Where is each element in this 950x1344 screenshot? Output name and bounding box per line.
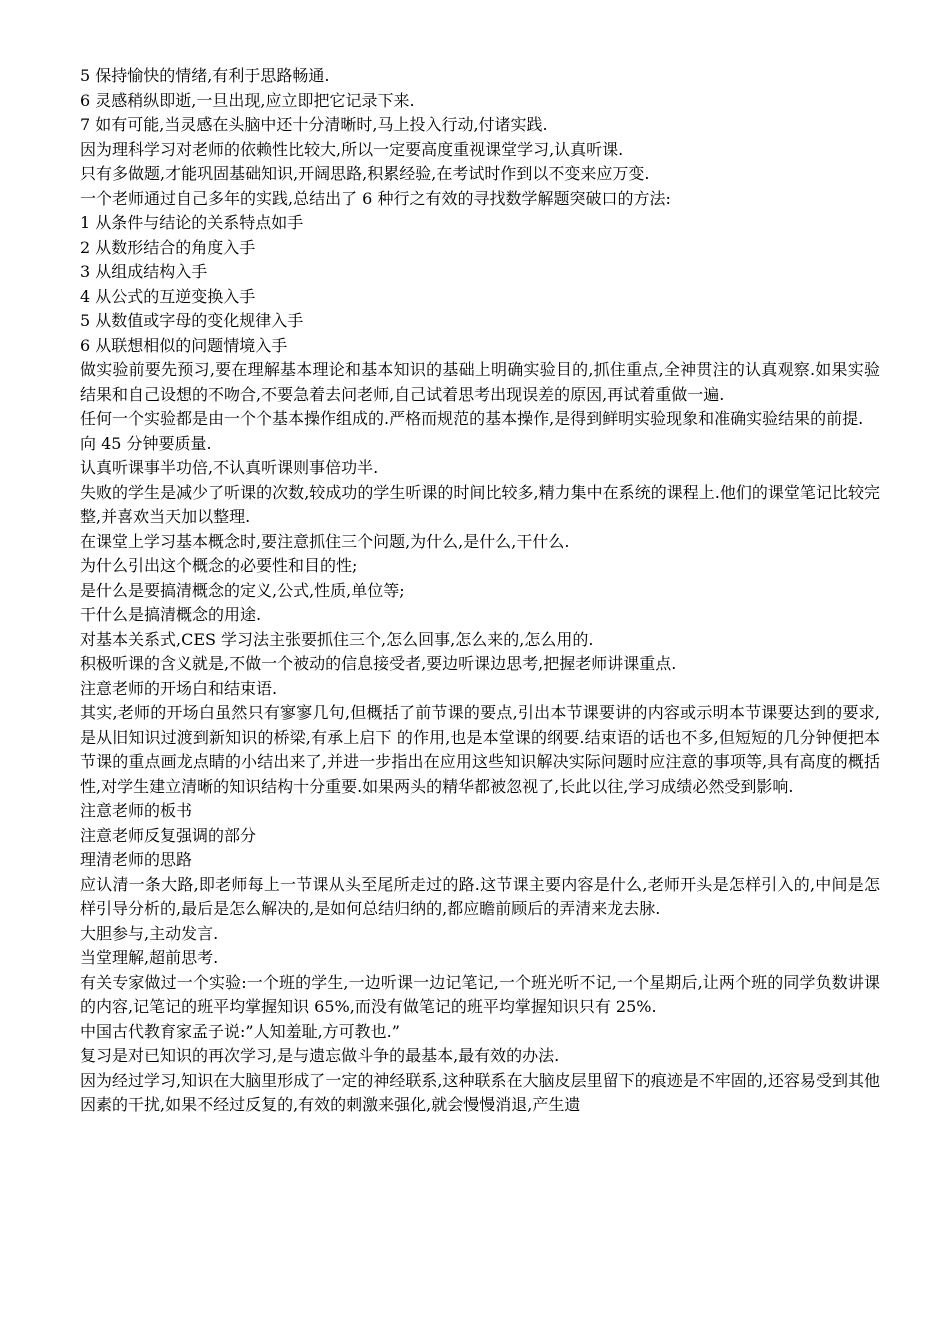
list-item-3: 3 从组成结构入手 — [80, 262, 208, 281]
list-item-4: 4 从公式的互逆变换入手 — [80, 286, 256, 306]
paragraph-14: 是什么是要搞清概念的定义,公式,性质,单位等; — [80, 580, 405, 600]
paragraph-20: 注意老师的板书 — [80, 801, 193, 820]
paragraph-12: 在课堂上学习基本概念时,要注意抓住三个问题,为什么,是什么,干什么. — [80, 531, 570, 551]
paragraph-24: 大胆参与,主动发言. — [80, 923, 219, 943]
paragraph-7: 做实验前要先预习,要在理解基本理论和基本知识的基础上明确实验目的,抓住重点,全神贯注的认真观察.如果实验结果和自己设想的不吻合,不要急着去问老师,自己试着思考出现误差的原因,再试着重做一遍. — [80, 360, 880, 404]
paragraph-25: 当堂理解,超前思考. — [80, 948, 219, 967]
paragraph-15: 干什么是搞清概念的用途. — [80, 605, 262, 624]
paragraph-18: 注意老师的开场白和结束语. — [80, 678, 278, 698]
paragraph-10: 认真听课事半功倍,不认真听课则事倍功半. — [80, 458, 379, 477]
paragraph-5: 只有多做题,才能巩固基础知识,开阔思路,积累经验,在考试时作到以不变来应万变. — [80, 164, 650, 183]
paragraph-28: 复习是对已知识的再次学习,是与遗忘做斗争的最基本,最有效的办法. — [80, 1046, 560, 1065]
paragraph-29: 因为经过学习,知识在大脑里形成了一定的神经联系,这种联系在大脑皮层里留下的痕迹是不牢固的,还容易受到其他因素的干扰,如果不经过反复的,有效的刺激来强化,就会慢慢消退,产生遗 — [80, 1070, 880, 1114]
document-body — [80, 64, 880, 1118]
paragraph-2: 6 灵感稍纵即逝,一旦出现,应立即把它记录下来. — [80, 90, 415, 110]
paragraph-26: 有关专家做过一个实验:一个班的学生,一边听课一边记笔记,一个班光听不记,一个星期后,让两个班的同学负数讲课的内容,记笔记的班平均掌握知识 65%,而没有做笔记的班平均掌握知识只有 25%. — [80, 972, 880, 1016]
paragraph-17: 积极听课的含义就是,不做一个被动的信息接受者,要边听课边思考,把握老师讲课重点. — [80, 654, 677, 673]
paragraph-16: 对基本关系式,CES 学习法主张要抓住三个,怎么回事,怎么来的,怎么用的. — [80, 629, 594, 649]
paragraph-19: 其实,老师的开场白虽然只有寥寥几句,但概括了前节课的要点,引出本节课要讲的内容或示明本节课要达到的要求,是从旧知识过渡到新知识的桥梁,有承上启下 的作用,也是本堂课的纲要.结束语的话也不多,但短短的几分钟便把本节课的重点画龙点睛的小结出来了,并进一步指出在应用这些知识解决实际问题时应注意的事项等,具有高度的概括性,对学生建立清晰的知识结构十分重要.如果两头的精华都被忽视了,长此以往,学习成绩必然受到影响. — [80, 703, 880, 796]
paragraph-4: 因为理科学习对老师的依赖性比较大,所以一定要高度重视课堂学习,认真听课. — [80, 139, 624, 159]
list-item-5: 5 从数值或字母的变化规律入手 — [80, 311, 304, 330]
paragraph-8: 任何一个实验都是由一个个基本操作组成的.严格而规范的基本操作,是得到鲜明实验现象和准确实验结果的前提. — [80, 409, 864, 428]
paragraph-23: 应认清一条大路,即老师每上一节课从头至尾所走过的路.这节课主要内容是什么,老师开头是怎样引入的,中间是怎样引导分析的,最后是怎么解决的,是如何总结归纳的,都应瞻前顾后的弄清来龙去脉. — [80, 874, 880, 918]
list-item-6: 6 从联想相似的问题情境入手 — [80, 335, 288, 355]
paragraph-3: 7 如有可能,当灵感在头脑中还十分清晰时,马上投入行动,付诸实践. — [80, 115, 548, 134]
paragraph-21: 注意老师反复强调的部分 — [80, 825, 257, 845]
paragraph-13: 为什么引出这个概念的必要性和目的性; — [80, 556, 358, 575]
paragraph-1: 5 保持愉快的情绪,有利于思路畅通. — [80, 66, 330, 85]
list-item-2: 2 从数形结合的角度入手 — [80, 237, 256, 257]
list-item-1: 1 从条件与结论的关系特点如手 — [80, 213, 304, 232]
paragraph-11: 失败的学生是减少了听课的次数,较成功的学生听课的时间比较多,精力集中在系统的课程上.他们的课堂笔记比较完整,并喜欢当天加以整理. — [80, 482, 880, 526]
paragraph-6: 一个老师通过自己多年的实践,总结出了 6 种行之有效的寻找数学解题突破口的方法: — [80, 188, 671, 208]
paragraph-22: 理清老师的思路 — [80, 850, 193, 869]
paragraph-9: 向 45 分钟要质量. — [80, 433, 212, 453]
paragraph-27: 中国古代教育家孟子说:”人知羞耻,方可教也.” — [80, 1021, 400, 1041]
